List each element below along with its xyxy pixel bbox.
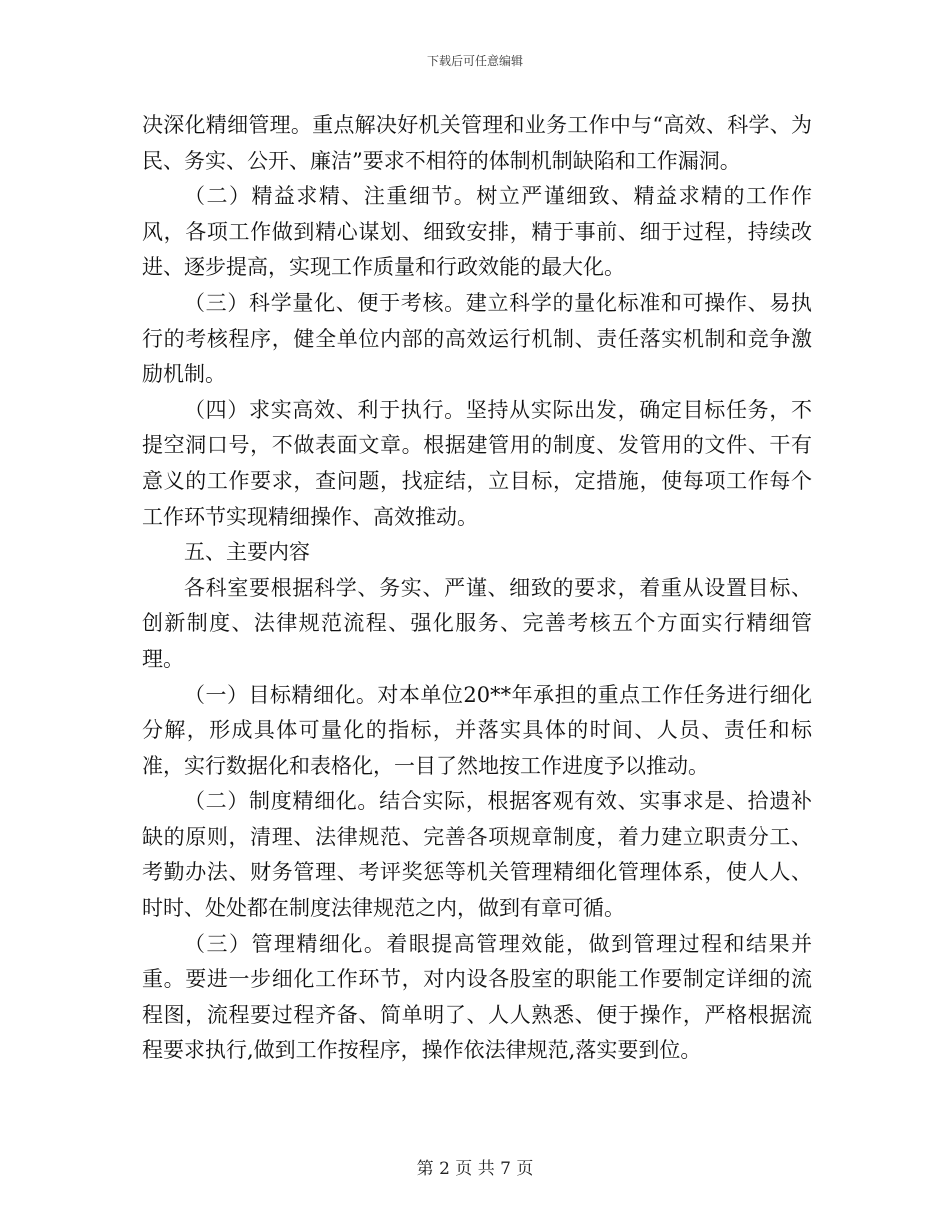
paragraph-3: （三）科学量化、便于考核。建立科学的量化标准和可操作、易执行的考核程序，健全单位内部的高效运行机制、责任落实机制和竞争激励机制。 xyxy=(142,290,812,387)
paragraph-system-refinement: （二）制度精细化。结合实际，根据客观有效、实事求是、拾遗补缺的原则，清理、法律规范、完善各项规章制度，着力建立职责分工、考勤办法、财务管理、考评奖惩等机关管理精细化管理体系，使人人、时时、处处都在制度法律规范之内，做到有章可循。 xyxy=(142,789,812,921)
paragraph-2: （二）精益求精、注重细节。树立严谨细致、精益求精的工作作风，各项工作做到精心谋划、细致安排，精于事前、细于过程，持续改进、逐步提高，实现工作质量和行政效能的最大化。 xyxy=(142,184,812,280)
paragraph-goal-refinement: （一）目标精细化。对本单位20**年承担的重点工作任务进行细化分解，形成具体可量化的指标，并落实具体的时间、人员、责任和标准，实行数据化和表格化，一目了然地按工作进度予以推动。 xyxy=(142,682,812,778)
page-header: 下载后可任意编辑 xyxy=(426,54,523,68)
document-body xyxy=(142,108,812,1069)
page-number-footer: 第 2 页 共 7 页 xyxy=(416,1159,534,1179)
paragraph-continuation: 决深化精细管理。重点解决好机关管理和业务工作中与“高效、科学、为民、务实、公开、廉洁”要求不相符的体制机制缺陷和工作漏洞。 xyxy=(142,113,812,173)
paragraph-intro: 各科室要根据科学、务实、严谨、细致的要求，着重从设置目标、创新制度、法律规范流程、强化服务、完善考核五个方面实行精细管理。 xyxy=(142,575,812,671)
paragraph-management-refinement: （三）管理精细化。着眼提高管理效能，做到管理过程和结果并重。要进一步细化工作环节，对内设各股室的职能工作要制定详细的流程图，流程要过程齐备、简单明了、人人熟悉、便于操作，严格根据流程要求执行,做到工作按程序，操作依法律规范,落实要到位。 xyxy=(142,931,812,1063)
section-heading-main-content: 五、主要内容 xyxy=(184,540,310,565)
paragraph-4: （四）求实高效、利于执行。坚持从实际出发，确定目标任务，不提空洞口号，不做表面文章。根据建管用的制度、发管用的文件、干有意义的工作要求，查问题，找症结，立目标，定措施，使每项工作每个工作环节实现精细操作、高效推动。 xyxy=(142,397,812,529)
